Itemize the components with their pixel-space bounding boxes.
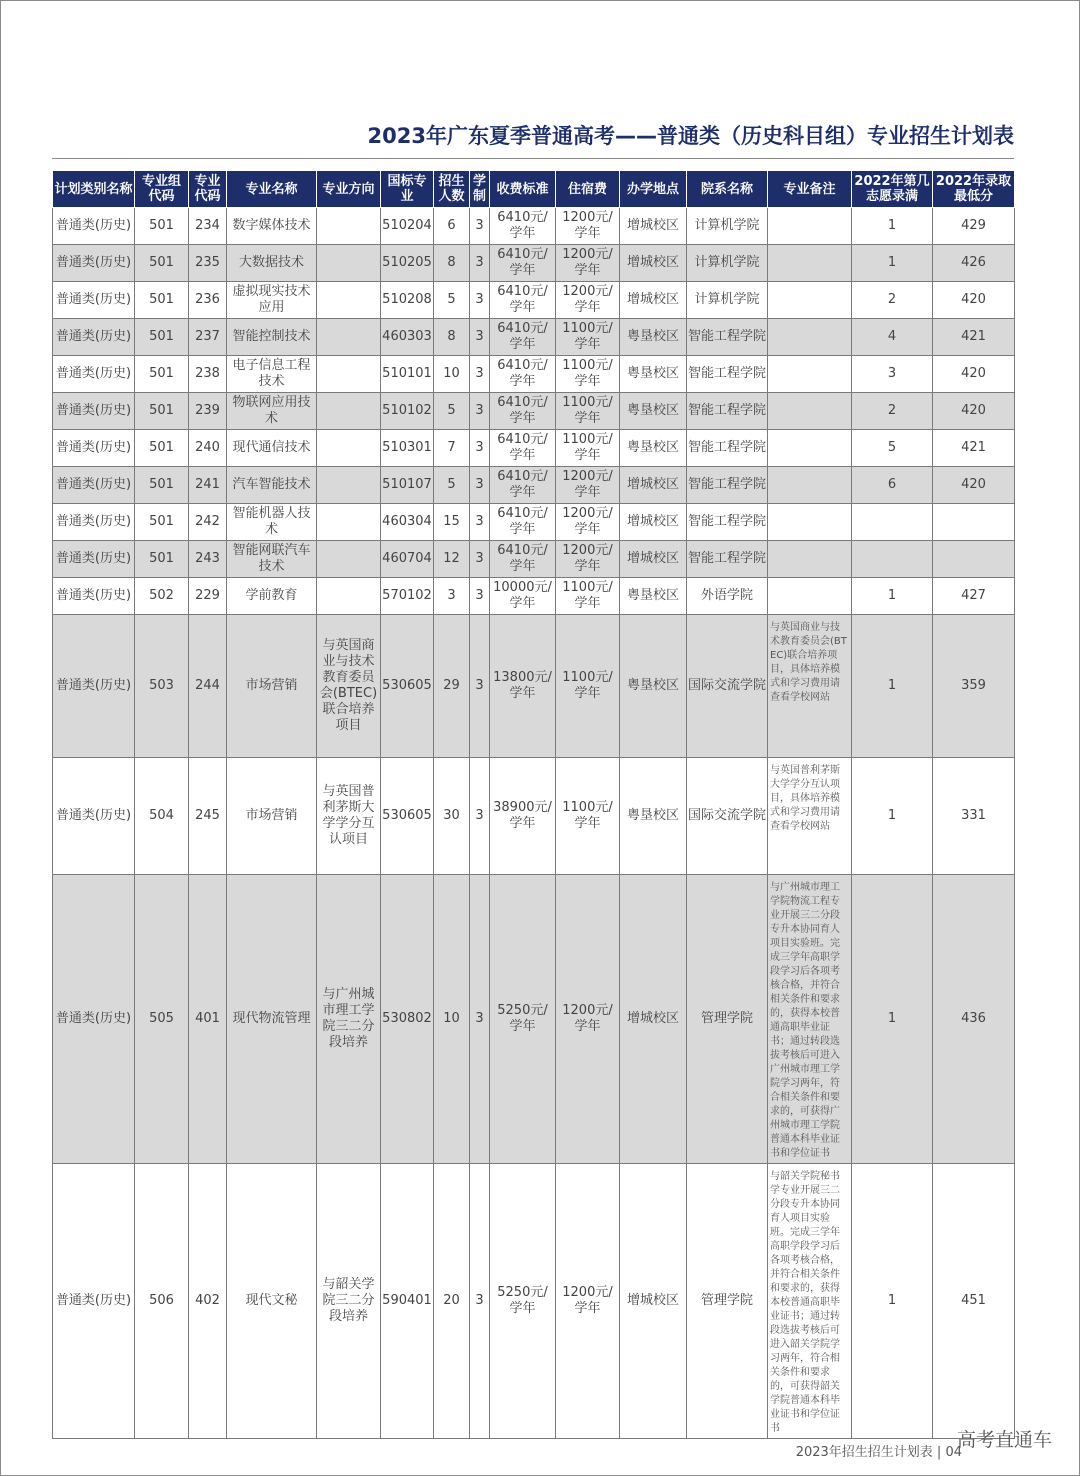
group-code-cell: 501 — [135, 282, 189, 319]
min-score-cell: 359 — [933, 615, 1015, 758]
major-code-cell: 239 — [189, 393, 227, 430]
major-code-cell: 236 — [189, 282, 227, 319]
direction-cell — [317, 245, 381, 282]
years-cell: 3 — [470, 356, 490, 393]
dorm-fee-cell: 1100元/学年 — [556, 578, 620, 615]
direction-cell — [317, 393, 381, 430]
tuition-cell: 6410元/学年 — [490, 430, 556, 467]
table-row — [53, 1164, 1015, 1439]
major-code-cell: 237 — [189, 319, 227, 356]
plan-category-cell: 普通类(历史) — [53, 615, 135, 758]
gb-code-cell: 510107 — [381, 467, 434, 504]
gb-code-cell: 510101 — [381, 356, 434, 393]
enroll-count-cell: 3 — [434, 578, 470, 615]
years-cell: 3 — [470, 1164, 490, 1439]
remark-cell — [768, 578, 852, 615]
enroll-count-cell: 5 — [434, 282, 470, 319]
remark-cell: 与英国商业与技术教育委员会(BTEC)联合培养项目，具体培养模式和学习费用请查看学校网站 — [768, 615, 852, 758]
campus-cell: 增城校区 — [620, 467, 687, 504]
title-rule — [52, 158, 1014, 159]
enroll-count-cell: 7 — [434, 430, 470, 467]
enroll-count-cell: 29 — [434, 615, 470, 758]
choice-cell: 1 — [852, 578, 933, 615]
major-code-cell: 401 — [189, 875, 227, 1164]
tuition-cell: 6410元/学年 — [490, 319, 556, 356]
tuition-cell: 6410元/学年 — [490, 393, 556, 430]
min-score-cell: 421 — [933, 319, 1015, 356]
enroll-count-cell: 5 — [434, 393, 470, 430]
department-cell: 计算机学院 — [687, 282, 768, 319]
department-cell: 智能工程学院 — [687, 504, 768, 541]
department-cell: 计算机学院 — [687, 208, 768, 245]
plan-category-cell: 普通类(历史) — [53, 245, 135, 282]
department-cell: 智能工程学院 — [687, 430, 768, 467]
enroll-count-cell: 12 — [434, 541, 470, 578]
header-cell: 2022年第几志愿录满 — [852, 171, 933, 208]
header-cell: 专业代码 — [189, 171, 227, 208]
campus-cell: 增城校区 — [620, 245, 687, 282]
enroll-count-cell: 8 — [434, 245, 470, 282]
remark-cell — [768, 541, 852, 578]
min-score-cell: 436 — [933, 875, 1015, 1164]
choice-cell — [852, 504, 933, 541]
min-score-cell: 420 — [933, 356, 1015, 393]
group-code-cell: 501 — [135, 393, 189, 430]
header-cell: 住宿费 — [556, 171, 620, 208]
min-score-cell: 331 — [933, 758, 1015, 875]
direction-cell — [317, 467, 381, 504]
plan-category-cell: 普通类(历史) — [53, 430, 135, 467]
choice-cell: 6 — [852, 467, 933, 504]
gb-code-cell: 530802 — [381, 875, 434, 1164]
header-cell: 收费标准 — [490, 171, 556, 208]
header-cell: 国标专业 — [381, 171, 434, 208]
direction-cell — [317, 578, 381, 615]
choice-cell: 1 — [852, 245, 933, 282]
table-row — [53, 208, 1015, 245]
min-score-cell: 420 — [933, 393, 1015, 430]
major-name-cell: 数字媒体技术 — [227, 208, 317, 245]
dorm-fee-cell: 1200元/学年 — [556, 541, 620, 578]
remark-cell: 与广州城市理工学院物流工程专业开展三二分段专升本协同育人项目实验班。完成三学年高职学段学习后各项考核合格，并符合相关条件和要求的，获得本校普通高职毕业证书；通过转段选拔考核后可进入广州城市理工学院学习两年，符合相关条件和要求的，可获得广州城市理工学院普通本科毕业证书和学位证书 — [768, 875, 852, 1164]
department-cell: 管理学院 — [687, 875, 768, 1164]
plan-category-cell: 普通类(历史) — [53, 208, 135, 245]
department-cell: 智能工程学院 — [687, 541, 768, 578]
major-name-cell: 智能网联汽车技术 — [227, 541, 317, 578]
tuition-cell: 38900元/学年 — [490, 758, 556, 875]
choice-cell: 3 — [852, 356, 933, 393]
dorm-fee-cell: 1200元/学年 — [556, 282, 620, 319]
enroll-count-cell: 6 — [434, 208, 470, 245]
tuition-cell: 5250元/学年 — [490, 1164, 556, 1439]
tuition-cell: 10000元/学年 — [490, 578, 556, 615]
watermark: 高考直通车 — [956, 1429, 1052, 1451]
major-name-cell: 现代文秘 — [227, 1164, 317, 1439]
years-cell: 3 — [470, 430, 490, 467]
enroll-count-cell: 8 — [434, 319, 470, 356]
campus-cell: 增城校区 — [620, 504, 687, 541]
department-cell: 智能工程学院 — [687, 393, 768, 430]
dorm-fee-cell: 1200元/学年 — [556, 208, 620, 245]
department-cell: 外语学院 — [687, 578, 768, 615]
major-code-cell: 242 — [189, 504, 227, 541]
remark-cell — [768, 467, 852, 504]
plan-category-cell: 普通类(历史) — [53, 393, 135, 430]
dorm-fee-cell: 1200元/学年 — [556, 504, 620, 541]
years-cell: 3 — [470, 541, 490, 578]
years-cell: 3 — [470, 615, 490, 758]
department-cell: 智能工程学院 — [687, 467, 768, 504]
group-code-cell: 504 — [135, 758, 189, 875]
years-cell: 3 — [470, 467, 490, 504]
campus-cell: 粤垦校区 — [620, 578, 687, 615]
group-code-cell: 502 — [135, 578, 189, 615]
dorm-fee-cell: 1200元/学年 — [556, 1164, 620, 1439]
dorm-fee-cell: 1100元/学年 — [556, 758, 620, 875]
enroll-count-cell: 30 — [434, 758, 470, 875]
direction-cell: 与广州城市理工学院三二分段培养 — [317, 875, 381, 1164]
gb-code-cell: 510102 — [381, 393, 434, 430]
department-cell: 智能工程学院 — [687, 319, 768, 356]
min-score-cell: 426 — [933, 245, 1015, 282]
dorm-fee-cell: 1100元/学年 — [556, 393, 620, 430]
tuition-cell: 6410元/学年 — [490, 541, 556, 578]
min-score-cell: 420 — [933, 282, 1015, 319]
tuition-cell: 6410元/学年 — [490, 467, 556, 504]
campus-cell: 增城校区 — [620, 1164, 687, 1439]
campus-cell: 粤垦校区 — [620, 430, 687, 467]
header-cell: 专业名称 — [227, 171, 317, 208]
major-name-cell: 学前教育 — [227, 578, 317, 615]
campus-cell: 粤垦校区 — [620, 393, 687, 430]
remark-cell — [768, 245, 852, 282]
remark-cell: 与韶关学院秘书学专业开展三二分段专升本协同育人项目实验班。完成三学年高职学段学习后各项考核合格，并符合相关条件和要求的，获得本校普通高职毕业证书；通过转段选拔考核后可进入韶关学院学习两年，符合相关条件和要求的，可获得韶关学院普通本科毕业证书和学位证书 — [768, 1164, 852, 1439]
major-name-cell: 大数据技术 — [227, 245, 317, 282]
remark-cell — [768, 393, 852, 430]
group-code-cell: 501 — [135, 245, 189, 282]
plan-category-cell: 普通类(历史) — [53, 504, 135, 541]
major-code-cell: 234 — [189, 208, 227, 245]
major-code-cell: 238 — [189, 356, 227, 393]
remark-cell — [768, 430, 852, 467]
enroll-count-cell: 5 — [434, 467, 470, 504]
header-cell: 办学地点 — [620, 171, 687, 208]
table-row — [53, 758, 1015, 875]
years-cell: 3 — [470, 245, 490, 282]
tuition-cell: 6410元/学年 — [490, 356, 556, 393]
major-code-cell: 244 — [189, 615, 227, 758]
enroll-count-cell: 10 — [434, 875, 470, 1164]
major-name-cell: 现代物流管理 — [227, 875, 317, 1164]
choice-cell: 1 — [852, 1164, 933, 1439]
campus-cell: 增城校区 — [620, 208, 687, 245]
major-code-cell: 243 — [189, 541, 227, 578]
min-score-cell: 429 — [933, 208, 1015, 245]
table-row — [53, 875, 1015, 1164]
header-cell: 2022年录取最低分 — [933, 171, 1015, 208]
years-cell: 3 — [470, 393, 490, 430]
enrollment-plan-table — [52, 170, 1015, 1439]
years-cell: 3 — [470, 578, 490, 615]
gb-code-cell: 590401 — [381, 1164, 434, 1439]
campus-cell: 增城校区 — [620, 282, 687, 319]
header-cell: 专业组代码 — [135, 171, 189, 208]
choice-cell: 1 — [852, 875, 933, 1164]
plan-category-cell: 普通类(历史) — [53, 1164, 135, 1439]
years-cell: 3 — [470, 208, 490, 245]
choice-cell: 2 — [852, 393, 933, 430]
table-row — [53, 504, 1015, 541]
plan-category-cell: 普通类(历史) — [53, 282, 135, 319]
min-score-cell — [933, 541, 1015, 578]
major-name-cell: 汽车智能技术 — [227, 467, 317, 504]
choice-cell: 2 — [852, 282, 933, 319]
direction-cell — [317, 319, 381, 356]
tuition-cell: 13800元/学年 — [490, 615, 556, 758]
choice-cell: 5 — [852, 430, 933, 467]
gb-code-cell: 460304 — [381, 504, 434, 541]
major-code-cell: 245 — [189, 758, 227, 875]
gb-code-cell: 510208 — [381, 282, 434, 319]
tuition-cell: 5250元/学年 — [490, 875, 556, 1164]
group-code-cell: 505 — [135, 875, 189, 1164]
table-row — [53, 578, 1015, 615]
min-score-cell: 421 — [933, 430, 1015, 467]
campus-cell: 增城校区 — [620, 875, 687, 1164]
major-name-cell: 智能机器人技术 — [227, 504, 317, 541]
plan-category-cell: 普通类(历史) — [53, 875, 135, 1164]
tuition-cell: 6410元/学年 — [490, 245, 556, 282]
dorm-fee-cell: 1200元/学年 — [556, 467, 620, 504]
min-score-cell: 427 — [933, 578, 1015, 615]
plan-category-cell: 普通类(历史) — [53, 758, 135, 875]
plan-category-cell: 普通类(历史) — [53, 356, 135, 393]
major-code-cell: 240 — [189, 430, 227, 467]
header-cell: 专业方向 — [317, 171, 381, 208]
header-cell: 计划类别名称 — [53, 171, 135, 208]
years-cell: 3 — [470, 282, 490, 319]
dorm-fee-cell: 1200元/学年 — [556, 875, 620, 1164]
header-cell: 院系名称 — [687, 171, 768, 208]
major-name-cell: 智能控制技术 — [227, 319, 317, 356]
header-cell: 学制 — [470, 171, 490, 208]
choice-cell: 1 — [852, 208, 933, 245]
tuition-cell: 6410元/学年 — [490, 504, 556, 541]
group-code-cell: 501 — [135, 430, 189, 467]
page-title: 2023年广东夏季普通高考——普通类（历史科目组）专业招生计划表 — [367, 124, 1014, 148]
min-score-cell: 451 — [933, 1164, 1015, 1439]
plan-category-cell: 普通类(历史) — [53, 541, 135, 578]
table-row — [53, 467, 1015, 504]
campus-cell: 粤垦校区 — [620, 356, 687, 393]
enroll-count-cell: 20 — [434, 1164, 470, 1439]
table-row — [53, 615, 1015, 758]
table-row — [53, 393, 1015, 430]
remark-cell — [768, 282, 852, 319]
table-row — [53, 282, 1015, 319]
plan-category-cell: 普通类(历史) — [53, 319, 135, 356]
remark-cell — [768, 356, 852, 393]
enroll-count-cell: 10 — [434, 356, 470, 393]
page-footer: 2023年招生招生计划表 | 04 — [795, 1445, 962, 1460]
header-cell: 专业备注 — [768, 171, 852, 208]
group-code-cell: 501 — [135, 467, 189, 504]
min-score-cell: 420 — [933, 467, 1015, 504]
plan-category-cell: 普通类(历史) — [53, 467, 135, 504]
table-row — [53, 245, 1015, 282]
direction-cell — [317, 541, 381, 578]
table-row — [53, 356, 1015, 393]
header-cell: 招生人数 — [434, 171, 470, 208]
remark-cell — [768, 319, 852, 356]
table-body — [53, 208, 1015, 1439]
department-cell: 国际交流学院 — [687, 615, 768, 758]
group-code-cell: 501 — [135, 208, 189, 245]
years-cell: 3 — [470, 319, 490, 356]
group-code-cell: 501 — [135, 356, 189, 393]
group-code-cell: 501 — [135, 319, 189, 356]
remark-cell — [768, 504, 852, 541]
min-score-cell — [933, 504, 1015, 541]
direction-cell: 与英国普利茅斯大学学分互认项目 — [317, 758, 381, 875]
major-code-cell: 229 — [189, 578, 227, 615]
major-name-cell: 虚拟现实技术应用 — [227, 282, 317, 319]
header-row — [53, 171, 1015, 208]
department-cell: 管理学院 — [687, 1164, 768, 1439]
direction-cell — [317, 208, 381, 245]
dorm-fee-cell: 1100元/学年 — [556, 319, 620, 356]
choice-cell: 1 — [852, 758, 933, 875]
campus-cell: 粤垦校区 — [620, 615, 687, 758]
campus-cell: 增城校区 — [620, 541, 687, 578]
direction-cell: 与英国商业与技术教育委员会(BTEC)联合培养项目 — [317, 615, 381, 758]
direction-cell — [317, 282, 381, 319]
major-name-cell: 市场营销 — [227, 758, 317, 875]
campus-cell: 粤垦校区 — [620, 319, 687, 356]
gb-code-cell: 570102 — [381, 578, 434, 615]
major-name-cell: 现代通信技术 — [227, 430, 317, 467]
plan-category-cell: 普通类(历史) — [53, 578, 135, 615]
direction-cell — [317, 430, 381, 467]
table-row — [53, 430, 1015, 467]
tuition-cell: 6410元/学年 — [490, 208, 556, 245]
dorm-fee-cell: 1100元/学年 — [556, 430, 620, 467]
years-cell: 3 — [470, 758, 490, 875]
enroll-count-cell: 15 — [434, 504, 470, 541]
years-cell: 3 — [470, 875, 490, 1164]
years-cell: 3 — [470, 504, 490, 541]
major-name-cell: 物联网应用技术 — [227, 393, 317, 430]
dorm-fee-cell: 1100元/学年 — [556, 356, 620, 393]
major-name-cell: 市场营销 — [227, 615, 317, 758]
choice-cell: 4 — [852, 319, 933, 356]
gb-code-cell: 530605 — [381, 615, 434, 758]
dorm-fee-cell: 1100元/学年 — [556, 615, 620, 758]
department-cell: 智能工程学院 — [687, 356, 768, 393]
table-row — [53, 541, 1015, 578]
gb-code-cell: 510205 — [381, 245, 434, 282]
gb-code-cell: 510204 — [381, 208, 434, 245]
direction-cell: 与韶关学院三二分段培养 — [317, 1164, 381, 1439]
major-code-cell: 402 — [189, 1164, 227, 1439]
choice-cell — [852, 541, 933, 578]
table-row — [53, 319, 1015, 356]
remark-cell: 与英国普利茅斯大学学分互认项目，具体培养模式和学习费用请查看学校网站 — [768, 758, 852, 875]
remark-cell — [768, 208, 852, 245]
direction-cell — [317, 504, 381, 541]
gb-code-cell: 460704 — [381, 541, 434, 578]
tuition-cell: 6410元/学年 — [490, 282, 556, 319]
dorm-fee-cell: 1200元/学年 — [556, 245, 620, 282]
gb-code-cell: 510301 — [381, 430, 434, 467]
major-code-cell: 241 — [189, 467, 227, 504]
choice-cell: 1 — [852, 615, 933, 758]
major-name-cell: 电子信息工程技术 — [227, 356, 317, 393]
campus-cell: 粤垦校区 — [620, 758, 687, 875]
department-cell: 计算机学院 — [687, 245, 768, 282]
group-code-cell: 503 — [135, 615, 189, 758]
gb-code-cell: 530605 — [381, 758, 434, 875]
gb-code-cell: 460303 — [381, 319, 434, 356]
group-code-cell: 506 — [135, 1164, 189, 1439]
direction-cell — [317, 356, 381, 393]
group-code-cell: 501 — [135, 541, 189, 578]
group-code-cell: 501 — [135, 504, 189, 541]
major-code-cell: 235 — [189, 245, 227, 282]
department-cell: 国际交流学院 — [687, 758, 768, 875]
